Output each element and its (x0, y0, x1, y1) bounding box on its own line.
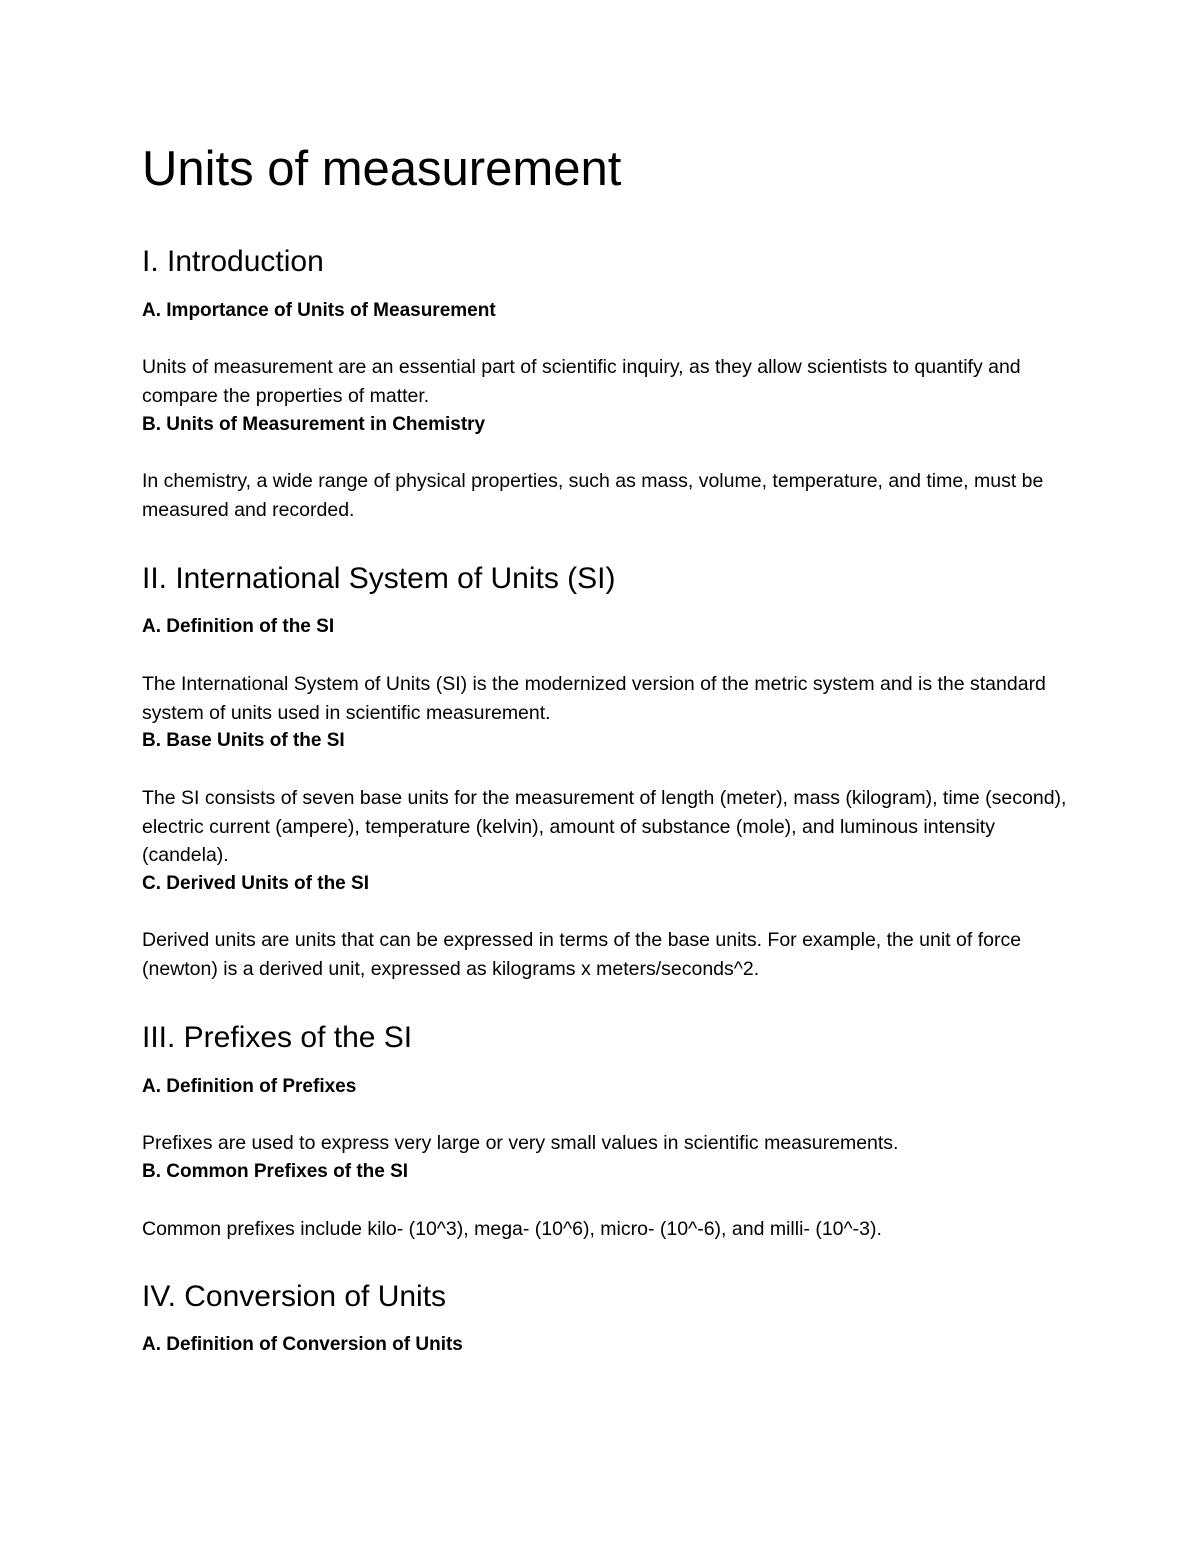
subheading-base-units: B. Base Units of the SI (142, 730, 345, 751)
section-heading-si: II. International System of Units (SI) (142, 562, 616, 595)
section-heading-introduction: I. Introduction (142, 245, 324, 278)
document-title: Units of measurement (142, 142, 622, 196)
paragraph-base-units: The SI consists of seven base units for the measurement of length (meter), mass (kilogram), time (second), electric current (ampere), temperature (kelvin), amount of substance (mole), and luminous intensity (candela). (142, 787, 1067, 866)
subheading-derived-units: C. Derived Units of the SI (142, 873, 369, 894)
subheading-units-in-chemistry: B. Units of Measurement in Chemistry (142, 414, 486, 435)
subheading-definition-of-conversion: A. Definition of Conversion of Units (142, 1334, 463, 1355)
paragraph-definition-of-prefixes: Prefixes are used to express very large or very small values in scientific measurements. (142, 1132, 899, 1154)
paragraph-definition-of-si: The International System of Units (SI) is the modernized version of the metric system and is the standard system of units used in scientific measurement. (142, 673, 1046, 724)
section-heading-conversion: IV. Conversion of Units (142, 1280, 447, 1313)
section-heading-prefixes: III. Prefixes of the SI (142, 1021, 413, 1054)
paragraph-common-prefixes: Common prefixes include kilo- (10^3), mega- (10^6), micro- (10^-6), and milli- (10^-3). (142, 1218, 882, 1240)
subheading-common-prefixes: B. Common Prefixes of the SI (142, 1161, 409, 1182)
paragraph-importance-of-units: Units of measurement are an essential part of scientific inquiry, as they allow scientists to quantify and compare the properties of matter. (142, 356, 1021, 407)
paragraph-units-in-chemistry: In chemistry, a wide range of physical properties, such as mass, volume, temperature, and time, must be measured and recorded. (142, 470, 1044, 521)
paragraph-derived-units: Derived units are units that can be expressed in terms of the base units. For example, the unit of force (newton) is a derived unit, expressed as kilograms x meters/seconds^2. (142, 929, 1022, 980)
subheading-definition-of-prefixes: A. Definition of Prefixes (142, 1076, 357, 1097)
subheading-definition-of-si: A. Definition of the SI (142, 616, 335, 637)
subheading-importance-of-units: A. Importance of Units of Measurement (142, 300, 496, 321)
